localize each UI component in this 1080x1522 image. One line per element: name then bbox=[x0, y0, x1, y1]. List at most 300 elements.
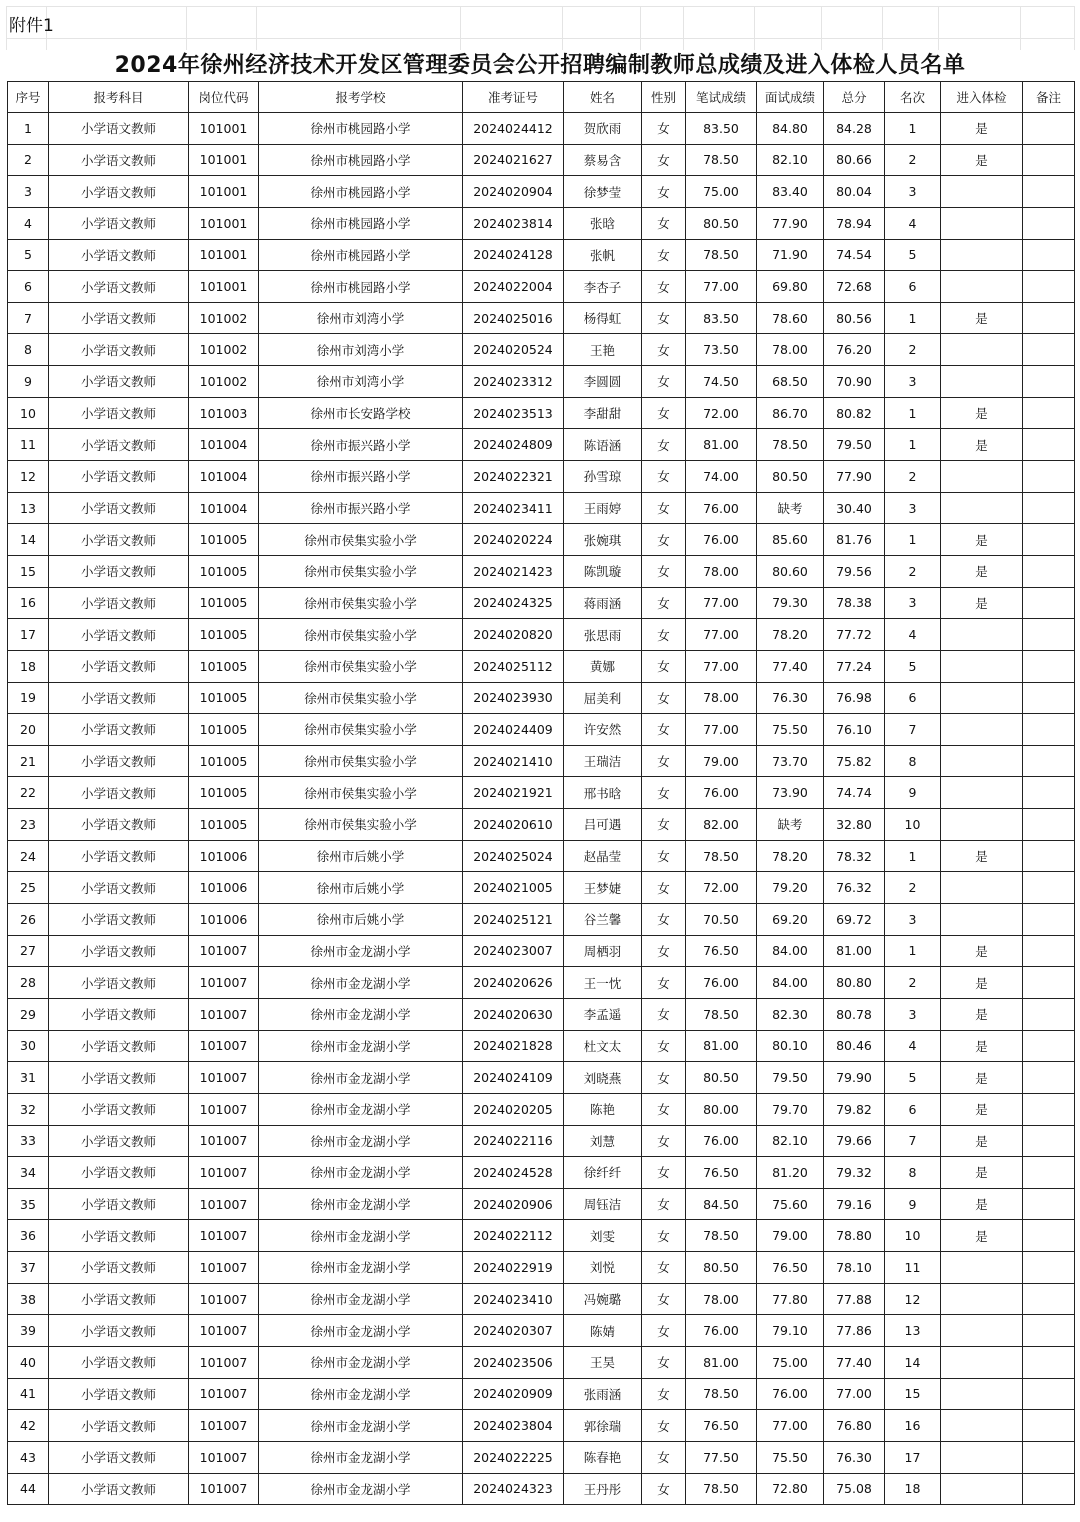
col-index-cell: 27 bbox=[8, 935, 49, 967]
col-total-score-cell: 72.68 bbox=[824, 271, 885, 303]
col-name-cell: 张思雨 bbox=[564, 619, 642, 651]
col-rank-cell: 14 bbox=[885, 1346, 941, 1378]
col-rank-cell: 7 bbox=[885, 1125, 941, 1157]
col-remarks-cell bbox=[1023, 176, 1075, 208]
col-exam-number-cell: 2024023814 bbox=[463, 207, 564, 239]
table-row bbox=[8, 1378, 1075, 1410]
col-written-score-cell: 77.00 bbox=[686, 619, 757, 651]
col-written-score-cell: 77.00 bbox=[686, 271, 757, 303]
col-exam-number-cell: 2024020524 bbox=[463, 334, 564, 366]
col-school-cell: 徐州市长安路学校 bbox=[259, 397, 463, 429]
col-name-cell: 陈婧 bbox=[564, 1315, 642, 1347]
col-name-cell: 孙雪琼 bbox=[564, 461, 642, 493]
col-post-code-cell: 101007 bbox=[189, 1252, 259, 1284]
col-subject-cell: 小学语文教师 bbox=[49, 366, 189, 398]
col-subject-cell: 小学语文教师 bbox=[49, 967, 189, 999]
col-interview-score-cell: 83.40 bbox=[757, 176, 824, 208]
col-total-score-cell: 76.20 bbox=[824, 334, 885, 366]
col-total-score-cell: 79.82 bbox=[824, 1093, 885, 1125]
col-written-score-cell: 76.00 bbox=[686, 524, 757, 556]
col-physical-exam-cell bbox=[941, 1283, 1023, 1315]
col-rank-cell: 2 bbox=[885, 967, 941, 999]
col-post-code-cell: 101005 bbox=[189, 682, 259, 714]
col-gender-cell: 女 bbox=[642, 1252, 686, 1284]
col-rank-cell: 17 bbox=[885, 1441, 941, 1473]
col-school-cell: 徐州市后姚小学 bbox=[259, 872, 463, 904]
col-index-cell: 13 bbox=[8, 492, 49, 524]
col-remarks-cell bbox=[1023, 492, 1075, 524]
col-gender-cell: 女 bbox=[642, 650, 686, 682]
grid-line-top bbox=[6, 6, 1074, 7]
col-gender-cell: 女 bbox=[642, 1473, 686, 1505]
col-name-cell: 王昊 bbox=[564, 1346, 642, 1378]
col-subject-cell: 小学语文教师 bbox=[49, 239, 189, 271]
col-subject-cell: 小学语文教师 bbox=[49, 998, 189, 1030]
col-index-cell: 43 bbox=[8, 1441, 49, 1473]
col-subject-cell: 小学语文教师 bbox=[49, 302, 189, 334]
col-written-score-cell: 74.00 bbox=[686, 461, 757, 493]
col-subject-cell: 小学语文教师 bbox=[49, 1220, 189, 1252]
col-written-score-cell: 81.00 bbox=[686, 1030, 757, 1062]
col-total-score-cell: 79.66 bbox=[824, 1125, 885, 1157]
col-index-cell: 16 bbox=[8, 587, 49, 619]
col-school-cell: 徐州市金龙湖小学 bbox=[259, 1188, 463, 1220]
col-name-cell: 王梦婕 bbox=[564, 872, 642, 904]
col-subject-cell: 小学语文教师 bbox=[49, 1441, 189, 1473]
col-gender-cell: 女 bbox=[642, 809, 686, 841]
col-gender-cell: 女 bbox=[642, 840, 686, 872]
col-post-code-cell: 101006 bbox=[189, 840, 259, 872]
col-index-cell: 15 bbox=[8, 555, 49, 587]
table-row bbox=[8, 461, 1075, 493]
col-post-code-cell: 101007 bbox=[189, 935, 259, 967]
col-rank-cell: 1 bbox=[885, 429, 941, 461]
col-post-code-cell: 101002 bbox=[189, 366, 259, 398]
col-exam-number-cell: 2024023312 bbox=[463, 366, 564, 398]
col-physical-exam-cell bbox=[941, 1315, 1023, 1347]
col-exam-number-cell: 2024025112 bbox=[463, 650, 564, 682]
col-index-cell: 1 bbox=[8, 113, 49, 145]
col-written-score-cell: 80.50 bbox=[686, 207, 757, 239]
col-gender-cell: 女 bbox=[642, 1030, 686, 1062]
col-gender-cell: 女 bbox=[642, 555, 686, 587]
col-gender-cell: 女 bbox=[642, 239, 686, 271]
col-remarks-cell bbox=[1023, 1378, 1075, 1410]
col-physical-exam-cell: 是 bbox=[941, 998, 1023, 1030]
col-remarks-cell bbox=[1023, 1125, 1075, 1157]
col-subject-cell: 小学语文教师 bbox=[49, 682, 189, 714]
col-exam-number-cell: 2024024325 bbox=[463, 587, 564, 619]
col-gender-cell: 女 bbox=[642, 1093, 686, 1125]
col-exam-number-cell: 2024021828 bbox=[463, 1030, 564, 1062]
col-interview-score-cell: 79.10 bbox=[757, 1315, 824, 1347]
col-rank-cell: 2 bbox=[885, 872, 941, 904]
table-row bbox=[8, 1346, 1075, 1378]
col-remarks-cell bbox=[1023, 1030, 1075, 1062]
col-physical-exam-cell: 是 bbox=[941, 1157, 1023, 1189]
col-interview-score-cell: 78.20 bbox=[757, 840, 824, 872]
col-gender-cell: 女 bbox=[642, 872, 686, 904]
col-written-score-cell: 78.00 bbox=[686, 555, 757, 587]
col-remarks-cell bbox=[1023, 1188, 1075, 1220]
col-physical-exam-cell bbox=[941, 714, 1023, 746]
col-interview-score-cell: 85.60 bbox=[757, 524, 824, 556]
col-remarks-cell bbox=[1023, 935, 1075, 967]
col-interview-score-cell: 79.20 bbox=[757, 872, 824, 904]
col-subject-cell: 小学语文教师 bbox=[49, 1125, 189, 1157]
col-remarks-cell bbox=[1023, 302, 1075, 334]
table-row bbox=[8, 682, 1075, 714]
col-name-cell: 郭徐瑞 bbox=[564, 1410, 642, 1442]
col-physical-exam-cell bbox=[941, 1473, 1023, 1505]
col-total-score-header: 总分 bbox=[824, 82, 885, 113]
col-subject-cell: 小学语文教师 bbox=[49, 1093, 189, 1125]
col-school-cell: 徐州市振兴路小学 bbox=[259, 492, 463, 524]
col-post-code-cell: 101006 bbox=[189, 904, 259, 936]
col-interview-score-cell: 79.00 bbox=[757, 1220, 824, 1252]
col-school-cell: 徐州市金龙湖小学 bbox=[259, 998, 463, 1030]
col-gender-cell: 女 bbox=[642, 334, 686, 366]
col-exam-number-cell: 2024020820 bbox=[463, 619, 564, 651]
col-school-cell: 徐州市桃园路小学 bbox=[259, 144, 463, 176]
col-written-score-cell: 78.00 bbox=[686, 1283, 757, 1315]
col-index-cell: 31 bbox=[8, 1062, 49, 1094]
col-rank-header: 名次 bbox=[885, 82, 941, 113]
table-row bbox=[8, 524, 1075, 556]
col-school-cell: 徐州市金龙湖小学 bbox=[259, 1346, 463, 1378]
col-written-score-cell: 76.50 bbox=[686, 1410, 757, 1442]
col-interview-score-cell: 84.00 bbox=[757, 967, 824, 999]
col-subject-cell: 小学语文教师 bbox=[49, 935, 189, 967]
col-index-cell: 44 bbox=[8, 1473, 49, 1505]
col-subject-cell: 小学语文教师 bbox=[49, 524, 189, 556]
table-row bbox=[8, 1410, 1075, 1442]
col-school-cell: 徐州市后姚小学 bbox=[259, 904, 463, 936]
col-post-code-cell: 101002 bbox=[189, 302, 259, 334]
col-subject-cell: 小学语文教师 bbox=[49, 461, 189, 493]
col-total-score-cell: 80.46 bbox=[824, 1030, 885, 1062]
col-school-cell: 徐州市侯集实验小学 bbox=[259, 650, 463, 682]
col-index-cell: 7 bbox=[8, 302, 49, 334]
col-post-code-cell: 101007 bbox=[189, 1473, 259, 1505]
col-name-cell: 王丹彤 bbox=[564, 1473, 642, 1505]
table-row bbox=[8, 334, 1075, 366]
col-total-score-cell: 81.00 bbox=[824, 935, 885, 967]
col-physical-exam-cell: 是 bbox=[941, 587, 1023, 619]
col-written-score-cell: 78.50 bbox=[686, 239, 757, 271]
col-index-cell: 25 bbox=[8, 872, 49, 904]
col-gender-cell: 女 bbox=[642, 113, 686, 145]
col-rank-cell: 9 bbox=[885, 1188, 941, 1220]
table-row bbox=[8, 777, 1075, 809]
table-row bbox=[8, 1062, 1075, 1094]
table-row bbox=[8, 302, 1075, 334]
col-school-cell: 徐州市金龙湖小学 bbox=[259, 1062, 463, 1094]
col-rank-cell: 1 bbox=[885, 397, 941, 429]
table-row bbox=[8, 397, 1075, 429]
col-index-cell: 12 bbox=[8, 461, 49, 493]
col-gender-cell: 女 bbox=[642, 524, 686, 556]
col-written-score-cell: 78.50 bbox=[686, 144, 757, 176]
col-post-code-cell: 101005 bbox=[189, 745, 259, 777]
col-remarks-cell bbox=[1023, 809, 1075, 841]
col-total-score-cell: 84.28 bbox=[824, 113, 885, 145]
col-rank-cell: 2 bbox=[885, 144, 941, 176]
col-interview-score-cell: 78.50 bbox=[757, 429, 824, 461]
col-total-score-cell: 78.94 bbox=[824, 207, 885, 239]
col-physical-exam-cell: 是 bbox=[941, 1030, 1023, 1062]
col-gender-cell: 女 bbox=[642, 1188, 686, 1220]
col-remarks-cell bbox=[1023, 619, 1075, 651]
col-physical-exam-cell bbox=[941, 207, 1023, 239]
col-physical-exam-cell: 是 bbox=[941, 1062, 1023, 1094]
col-interview-score-cell: 69.20 bbox=[757, 904, 824, 936]
col-school-cell: 徐州市侯集实验小学 bbox=[259, 714, 463, 746]
col-physical-exam-cell bbox=[941, 461, 1023, 493]
col-exam-number-cell: 2024023930 bbox=[463, 682, 564, 714]
col-gender-cell: 女 bbox=[642, 429, 686, 461]
col-total-score-cell: 77.88 bbox=[824, 1283, 885, 1315]
col-post-code-cell: 101005 bbox=[189, 619, 259, 651]
col-post-code-cell: 101007 bbox=[189, 1283, 259, 1315]
col-exam-number-cell: 2024020630 bbox=[463, 998, 564, 1030]
col-school-cell: 徐州市桃园路小学 bbox=[259, 239, 463, 271]
col-subject-cell: 小学语文教师 bbox=[49, 745, 189, 777]
col-gender-cell: 女 bbox=[642, 1220, 686, 1252]
table-row bbox=[8, 1188, 1075, 1220]
col-exam-number-cell: 2024023410 bbox=[463, 1283, 564, 1315]
col-interview-score-cell: 75.50 bbox=[757, 1441, 824, 1473]
col-written-score-cell: 80.00 bbox=[686, 1093, 757, 1125]
col-index-cell: 4 bbox=[8, 207, 49, 239]
table-row bbox=[8, 1441, 1075, 1473]
col-interview-score-cell: 84.80 bbox=[757, 113, 824, 145]
col-index-cell: 6 bbox=[8, 271, 49, 303]
col-post-code-cell: 101007 bbox=[189, 1062, 259, 1094]
col-school-cell: 徐州市金龙湖小学 bbox=[259, 1283, 463, 1315]
table-row bbox=[8, 492, 1075, 524]
col-rank-cell: 6 bbox=[885, 271, 941, 303]
col-school-cell: 徐州市桃园路小学 bbox=[259, 113, 463, 145]
col-total-score-cell: 78.38 bbox=[824, 587, 885, 619]
col-physical-exam-cell bbox=[941, 1410, 1023, 1442]
col-gender-cell: 女 bbox=[642, 904, 686, 936]
col-written-score-cell: 76.50 bbox=[686, 935, 757, 967]
col-physical-exam-header: 进入体检 bbox=[941, 82, 1023, 113]
col-school-cell: 徐州市金龙湖小学 bbox=[259, 1315, 463, 1347]
col-school-cell: 徐州市侯集实验小学 bbox=[259, 682, 463, 714]
col-remarks-cell bbox=[1023, 207, 1075, 239]
col-remarks-cell bbox=[1023, 587, 1075, 619]
col-rank-cell: 4 bbox=[885, 207, 941, 239]
col-gender-cell: 女 bbox=[642, 1062, 686, 1094]
col-remarks-cell bbox=[1023, 682, 1075, 714]
col-physical-exam-cell: 是 bbox=[941, 967, 1023, 999]
col-exam-number-cell: 2024022112 bbox=[463, 1220, 564, 1252]
col-school-cell: 徐州市金龙湖小学 bbox=[259, 1125, 463, 1157]
col-total-score-cell: 77.90 bbox=[824, 461, 885, 493]
col-remarks-cell bbox=[1023, 1220, 1075, 1252]
col-physical-exam-cell bbox=[941, 619, 1023, 651]
col-remarks-cell bbox=[1023, 840, 1075, 872]
col-written-score-cell: 74.50 bbox=[686, 366, 757, 398]
col-total-score-cell: 75.82 bbox=[824, 745, 885, 777]
col-written-score-cell: 80.50 bbox=[686, 1062, 757, 1094]
col-subject-cell: 小学语文教师 bbox=[49, 555, 189, 587]
col-index-cell: 18 bbox=[8, 650, 49, 682]
col-rank-cell: 8 bbox=[885, 1157, 941, 1189]
table-row bbox=[8, 239, 1075, 271]
col-gender-header: 性别 bbox=[642, 82, 686, 113]
col-subject-cell: 小学语文教师 bbox=[49, 492, 189, 524]
col-exam-number-cell: 2024020626 bbox=[463, 967, 564, 999]
col-school-cell: 徐州市金龙湖小学 bbox=[259, 967, 463, 999]
col-exam-number-cell: 2024023007 bbox=[463, 935, 564, 967]
col-total-score-cell: 74.74 bbox=[824, 777, 885, 809]
col-rank-cell: 6 bbox=[885, 1093, 941, 1125]
col-rank-cell: 4 bbox=[885, 619, 941, 651]
col-physical-exam-cell bbox=[941, 1378, 1023, 1410]
col-interview-score-cell: 73.70 bbox=[757, 745, 824, 777]
col-name-cell: 李甜甜 bbox=[564, 397, 642, 429]
col-subject-cell: 小学语文教师 bbox=[49, 904, 189, 936]
col-gender-cell: 女 bbox=[642, 1125, 686, 1157]
col-index-cell: 42 bbox=[8, 1410, 49, 1442]
col-rank-cell: 1 bbox=[885, 302, 941, 334]
col-subject-cell: 小学语文教师 bbox=[49, 777, 189, 809]
col-name-cell: 刘雯 bbox=[564, 1220, 642, 1252]
col-school-cell: 徐州市振兴路小学 bbox=[259, 429, 463, 461]
attachment-label: 附件1 bbox=[9, 16, 54, 36]
col-index-cell: 20 bbox=[8, 714, 49, 746]
col-name-cell: 许安然 bbox=[564, 714, 642, 746]
col-rank-cell: 2 bbox=[885, 334, 941, 366]
col-gender-cell: 女 bbox=[642, 492, 686, 524]
col-school-cell: 徐州市金龙湖小学 bbox=[259, 1220, 463, 1252]
table-row bbox=[8, 1157, 1075, 1189]
table-row bbox=[8, 587, 1075, 619]
col-name-cell: 杨得虹 bbox=[564, 302, 642, 334]
col-school-cell: 徐州市侯集实验小学 bbox=[259, 619, 463, 651]
col-name-cell: 张雨涵 bbox=[564, 1378, 642, 1410]
col-total-score-cell: 79.56 bbox=[824, 555, 885, 587]
table-row bbox=[8, 619, 1075, 651]
col-gender-cell: 女 bbox=[642, 967, 686, 999]
col-exam-number-cell: 2024023804 bbox=[463, 1410, 564, 1442]
col-total-score-cell: 78.80 bbox=[824, 1220, 885, 1252]
col-name-cell: 吕可遇 bbox=[564, 809, 642, 841]
col-school-cell: 徐州市金龙湖小学 bbox=[259, 1441, 463, 1473]
col-gender-cell: 女 bbox=[642, 1283, 686, 1315]
col-gender-cell: 女 bbox=[642, 1346, 686, 1378]
col-interview-score-cell: 82.10 bbox=[757, 1125, 824, 1157]
col-index-cell: 24 bbox=[8, 840, 49, 872]
col-written-score-cell: 77.00 bbox=[686, 714, 757, 746]
col-index-cell: 34 bbox=[8, 1157, 49, 1189]
col-physical-exam-cell: 是 bbox=[941, 524, 1023, 556]
col-physical-exam-cell bbox=[941, 809, 1023, 841]
table-row bbox=[8, 366, 1075, 398]
col-remarks-cell bbox=[1023, 745, 1075, 777]
col-gender-cell: 女 bbox=[642, 682, 686, 714]
col-written-score-cell: 81.00 bbox=[686, 429, 757, 461]
col-post-code-cell: 101007 bbox=[189, 1220, 259, 1252]
col-remarks-cell bbox=[1023, 967, 1075, 999]
col-interview-score-cell: 80.10 bbox=[757, 1030, 824, 1062]
col-interview-score-cell: 缺考 bbox=[757, 492, 824, 524]
table-body bbox=[8, 113, 1075, 1505]
col-interview-score-cell: 76.00 bbox=[757, 1378, 824, 1410]
col-subject-header: 报考科目 bbox=[49, 82, 189, 113]
col-name-cell: 周钰洁 bbox=[564, 1188, 642, 1220]
col-index-cell: 17 bbox=[8, 619, 49, 651]
col-subject-cell: 小学语文教师 bbox=[49, 619, 189, 651]
col-total-score-cell: 81.76 bbox=[824, 524, 885, 556]
table-row bbox=[8, 904, 1075, 936]
col-index-cell: 39 bbox=[8, 1315, 49, 1347]
col-subject-cell: 小学语文教师 bbox=[49, 207, 189, 239]
col-remarks-cell bbox=[1023, 650, 1075, 682]
col-remarks-cell bbox=[1023, 1283, 1075, 1315]
col-post-code-cell: 101007 bbox=[189, 1188, 259, 1220]
col-gender-cell: 女 bbox=[642, 1410, 686, 1442]
table-header-row bbox=[8, 82, 1075, 113]
col-exam-number-cell: 2024020610 bbox=[463, 809, 564, 841]
col-remarks-cell bbox=[1023, 1062, 1075, 1094]
table-row bbox=[8, 176, 1075, 208]
col-post-code-cell: 101007 bbox=[189, 998, 259, 1030]
col-total-score-cell: 77.72 bbox=[824, 619, 885, 651]
col-interview-score-cell: 82.10 bbox=[757, 144, 824, 176]
col-remarks-cell bbox=[1023, 397, 1075, 429]
col-physical-exam-cell: 是 bbox=[941, 555, 1023, 587]
col-name-cell: 周栖羽 bbox=[564, 935, 642, 967]
col-interview-score-cell: 69.80 bbox=[757, 271, 824, 303]
col-gender-cell: 女 bbox=[642, 714, 686, 746]
col-physical-exam-cell: 是 bbox=[941, 144, 1023, 176]
col-physical-exam-cell: 是 bbox=[941, 1220, 1023, 1252]
col-gender-cell: 女 bbox=[642, 998, 686, 1030]
col-subject-cell: 小学语文教师 bbox=[49, 1188, 189, 1220]
table-row bbox=[8, 429, 1075, 461]
col-index-cell: 38 bbox=[8, 1283, 49, 1315]
col-name-cell: 王艳 bbox=[564, 334, 642, 366]
col-total-score-cell: 78.10 bbox=[824, 1252, 885, 1284]
col-exam-number-cell: 2024021410 bbox=[463, 745, 564, 777]
col-post-code-cell: 101005 bbox=[189, 777, 259, 809]
col-post-code-cell: 101001 bbox=[189, 113, 259, 145]
col-rank-cell: 1 bbox=[885, 113, 941, 145]
col-rank-cell: 2 bbox=[885, 461, 941, 493]
col-name-cell: 赵晶莹 bbox=[564, 840, 642, 872]
col-school-cell: 徐州市刘湾小学 bbox=[259, 366, 463, 398]
col-interview-score-cell: 77.40 bbox=[757, 650, 824, 682]
col-written-score-cell: 78.50 bbox=[686, 840, 757, 872]
col-index-cell: 29 bbox=[8, 998, 49, 1030]
col-physical-exam-cell bbox=[941, 650, 1023, 682]
col-physical-exam-cell: 是 bbox=[941, 1093, 1023, 1125]
col-physical-exam-cell bbox=[941, 777, 1023, 809]
col-exam-number-cell: 2024023506 bbox=[463, 1346, 564, 1378]
table-row bbox=[8, 144, 1075, 176]
col-exam-number-cell: 2024020906 bbox=[463, 1188, 564, 1220]
col-subject-cell: 小学语文教师 bbox=[49, 587, 189, 619]
col-rank-cell: 3 bbox=[885, 998, 941, 1030]
col-index-cell: 26 bbox=[8, 904, 49, 936]
col-rank-cell: 10 bbox=[885, 809, 941, 841]
col-exam-number-cell: 2024021627 bbox=[463, 144, 564, 176]
col-exam-number-cell: 2024024109 bbox=[463, 1062, 564, 1094]
